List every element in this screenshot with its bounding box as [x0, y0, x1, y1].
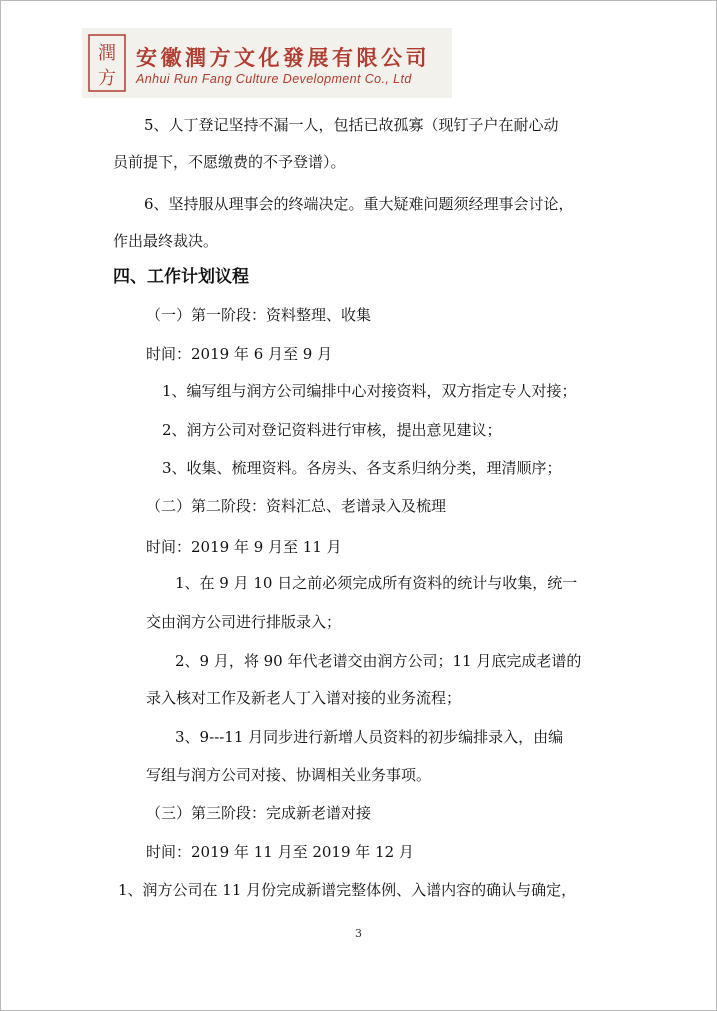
time-line: 时间：2019 年 6 月至 9 月 — [146, 345, 333, 363]
list-item: 2、润方公司对登记资料进行审核，提出意见建议； — [162, 421, 502, 439]
list-item: 3、9---11 月同步进行新增人员资料的初步编排录入，由编 — [175, 728, 564, 746]
stage-heading: （二）第二阶段：资料汇总、老谱录入及梳理 — [146, 497, 447, 515]
list-item: 写组与润方公司对接、协调相关业务事项。 — [146, 766, 432, 784]
list-item: 录入核对工作及新老人丁入谱对接的业务流程； — [146, 689, 462, 707]
svg-text:方: 方 — [98, 68, 116, 89]
list-item: 交由润方公司进行排版录入； — [146, 613, 342, 631]
section-heading: 四、工作计划议程 — [113, 267, 249, 287]
time-line: 时间：2019 年 11 月至 2019 年 12 月 — [146, 843, 414, 861]
paragraph-line: 作出最终裁决。 — [113, 232, 219, 250]
list-item: 1、在 9 月 10 日之前必须完成所有资料的统计与收集，统一 — [175, 574, 578, 592]
list-item: 1、编写组与润方公司编排中心对接资料，双方指定专人对接； — [162, 382, 577, 400]
stage-heading: （三）第三阶段：完成新老谱对接 — [146, 804, 372, 822]
list-item: 2、9 月，将 90 年代老谱交由润方公司；11 月底完成老谱的 — [175, 652, 582, 670]
company-letterhead — [82, 28, 452, 98]
list-item: 3、收集、梳理资料。各房头、各支系归纳分类，理清顺序； — [162, 459, 562, 477]
company-name-english: Anhui Run Fang Culture Development Co., Ltd — [136, 72, 412, 86]
page-number: 3 — [355, 927, 362, 940]
paragraph-line: 5、人丁登记坚持不漏一人，包括已故孤寡（现钉子户在耐心动 — [144, 116, 559, 134]
paragraph-line: 员前提下，不愿缴费的不予登谱）。 — [113, 153, 346, 171]
stage-heading: （一）第一阶段：资料整理、收集 — [146, 306, 372, 324]
time-line: 时间：2019 年 9 月至 11 月 — [146, 538, 342, 556]
company-seal-logo — [88, 34, 126, 92]
svg-text:潤: 潤 — [98, 43, 116, 64]
paragraph-line: 6、坚持服从理事会的终端决定。重大疑难问题须经理事会讨论， — [144, 195, 574, 213]
company-name-chinese: 安徽潤方文化發展有限公司 — [136, 46, 430, 70]
list-item: 1、润方公司在 11 月份完成新谱完整体例、入谱内容的确认与确定， — [118, 881, 577, 899]
